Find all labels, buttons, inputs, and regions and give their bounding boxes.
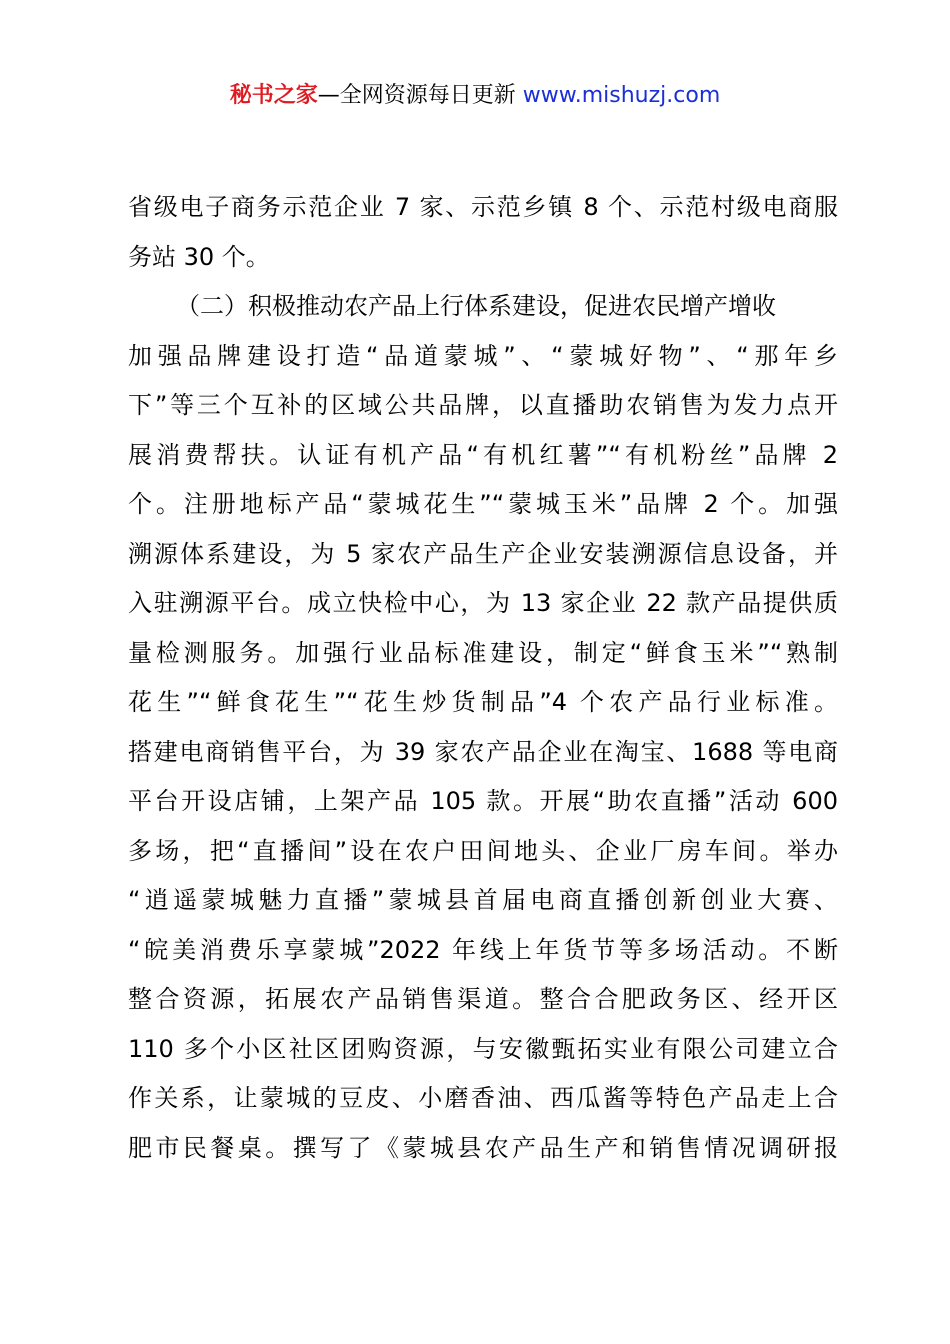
text-line: 入驻溯源平台。成立快检中心，为 13 家企业 22 款产品提供质 bbox=[128, 589, 838, 617]
text-line: 省级电子商务示范企业 7 家、示范乡镇 8 个、示范村级电商服 bbox=[128, 193, 838, 221]
text-line: 下”等三个互补的区域公共品牌，以直播助农销售为发力点开 bbox=[128, 391, 838, 419]
text-line: 加强品牌建设打造“品道蒙城”、“蒙城好物”、“那年乡 bbox=[128, 341, 838, 370]
page-header bbox=[0, 80, 950, 112]
text-line: 肥市民餐桌。撰写了《蒙城县农产品生产和销售情况调研报 bbox=[128, 1133, 838, 1162]
text-line: 整合资源，拓展农产品销售渠道。整合合肥政务区、经开区 bbox=[128, 985, 838, 1013]
document-body bbox=[128, 183, 838, 1173]
text-line: 多场，把“直播间”设在农户田间地头、企业厂房车间。举办 bbox=[128, 836, 838, 865]
text-line: 搭建电商销售平台，为 39 家农产品企业在淘宝、1688 等电商 bbox=[128, 737, 838, 766]
text-line: 作关系，让蒙城的豆皮、小磨香油、西瓜酱等特色产品走上合 bbox=[128, 1084, 838, 1112]
text-line: 个。注册地标产品“蒙城花生”“蒙城玉米”品牌 2 个。加强 bbox=[128, 490, 838, 518]
text-line: “逍遥蒙城魅力直播”蒙城县首届电商直播创新创业大赛、 bbox=[128, 886, 838, 914]
text-line: 平台开设店铺，上架产品 105 款。开展“助农直播”活动 600 bbox=[128, 787, 838, 815]
text-line: “皖美消费乐享蒙城”2022 年线上年货节等多场活动。不断 bbox=[128, 935, 838, 964]
text-line: 110 多个小区社区团购资源，与安徽甄拓实业有限公司建立合 bbox=[128, 1034, 838, 1063]
header-brand: 秘书之家 bbox=[229, 83, 318, 108]
text-line: 量检测服务。加强行业品标准建设，制定“鲜食玉米”“熟制 bbox=[128, 638, 838, 667]
section-heading: （二）积极推动农产品上行体系建设，促进农民增产增收 bbox=[176, 292, 776, 320]
header-tagline: —全网资源每日更新 bbox=[317, 83, 516, 108]
text-line: 务站 30 个。 bbox=[128, 242, 270, 271]
text-line: 展消费帮扶。认证有机产品“有机红薯”“有机粉丝”品牌 2 bbox=[128, 440, 838, 469]
text-line: 花生”“鲜食花生”“花生炒货制品”4 个农产品行业标准。 bbox=[128, 688, 838, 716]
header-url-link[interactable]: www.mishuzj.com bbox=[522, 83, 721, 108]
text-line: 溯源体系建设，为 5 家农产品生产企业安装溯源信息设备，并 bbox=[128, 539, 838, 568]
